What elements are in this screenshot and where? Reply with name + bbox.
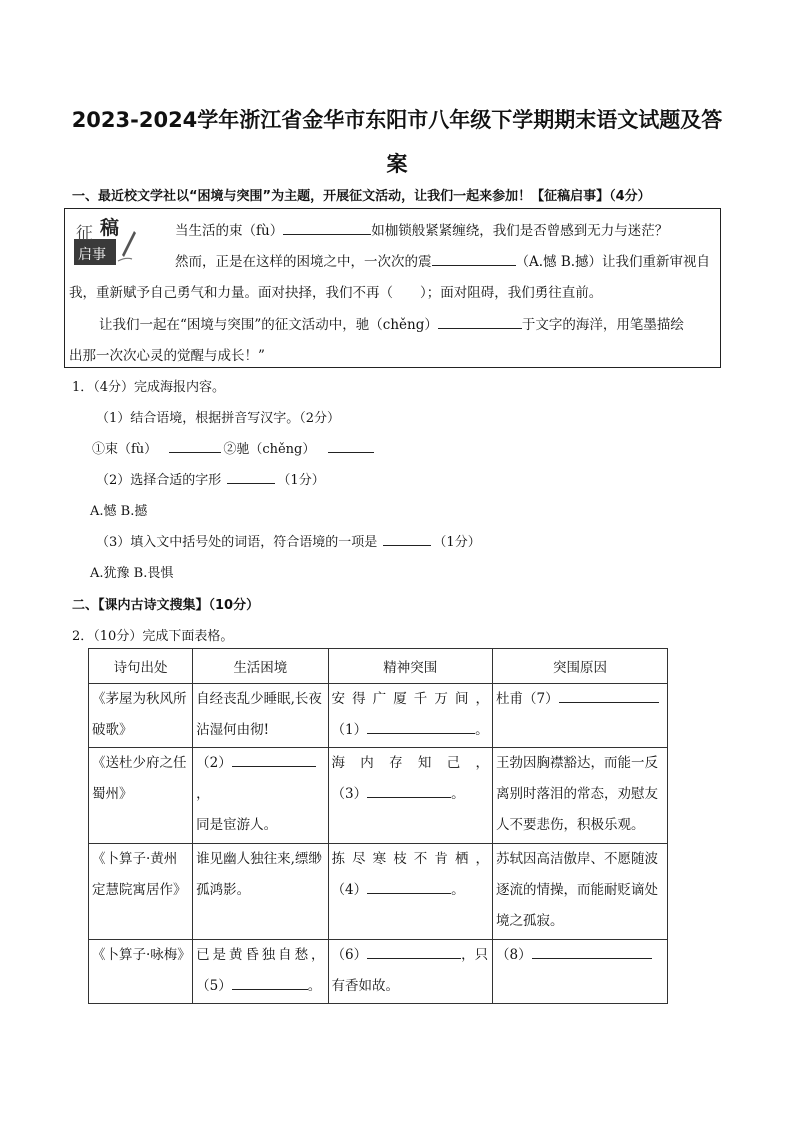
table-row (89, 940, 668, 1004)
logo-char-qishi: 启事 (78, 247, 106, 263)
q1-sub3-options: A.犹豫 B.畏惧 (90, 566, 174, 581)
answer-blank[interactable] (367, 879, 451, 894)
table-header: 突围原因 (493, 649, 668, 684)
answer-blank[interactable] (383, 531, 431, 546)
q2-stem: 2．（10分）完成下面表格。 (72, 629, 234, 644)
table-row (89, 844, 668, 940)
table-cell: 《卜算子·咏梅》 (89, 940, 193, 1004)
notice-line-1: 当生活的束（fù） 如枷锁般紧紧缠绕，我们是否曾感到无力与迷茫？ (175, 219, 668, 239)
table-cell: （8） (493, 940, 668, 1004)
q1-sub2: （2）选择合适的字形 （1分） (96, 469, 325, 488)
table-cell: 已是黄昏独自愁， （5） 。 (193, 940, 328, 1004)
section2-heading: 二、【课内古诗文搜集】（10分） (72, 598, 260, 613)
table-cell: 王勃因胸襟豁达，而能一反离别时落泪的常态，劝慰友人不要悲伤，积极乐观。 (493, 748, 668, 844)
answer-blank[interactable] (169, 438, 221, 453)
answer-blank[interactable] (367, 783, 451, 798)
answer-blank[interactable] (367, 944, 461, 959)
notice-line-3: 我，重新赋予自己勇气和力量。面对抉择，我们不再（ ）；面对阻碍，我们勇往直前。 (69, 285, 603, 301)
table-cell: 《送杜少府之任蜀州》 (89, 748, 193, 844)
notice-box (64, 208, 721, 368)
table-cell: 海内存知己， （3） 。 (328, 748, 493, 844)
table-header: 生活困境 (193, 649, 328, 684)
table-header: 诗句出处 (89, 649, 193, 684)
logo-char-gao: 稿 (100, 217, 120, 239)
table-cell: 苏轼因高洁傲岸、不愿随波逐流的情操，而能耐贬谪处境之孤寂。 (493, 844, 668, 940)
notice-line-2: 然而，正是在这样的困境之中，一次次的震 （A.憾 B.撼）让我们重新审视自 (175, 250, 710, 270)
table-header-row (89, 649, 668, 684)
answer-blank[interactable] (532, 944, 652, 959)
table-cell: （2）， 同是宦游人。 (193, 748, 328, 844)
q1-sub3: （3）填入文中括号处的词语，符合语境的一项是 （1分） (96, 531, 481, 550)
answer-blank[interactable] (227, 469, 275, 484)
q1-stem: 1．（4分）完成海报内容。 (72, 380, 226, 395)
notice-line-4: 让我们一起在“困境与突围”的征文活动中，驰（chěng） 于文字的海洋，用笔墨描绘 (99, 313, 684, 333)
logo-char-zheng: 征 (76, 224, 93, 244)
table-header: 精神突围 (328, 649, 493, 684)
answer-blank[interactable] (328, 438, 374, 453)
answer-blank[interactable] (232, 975, 308, 990)
table-cell: 杜甫（7） (493, 684, 668, 748)
page-title: 2023-2024学年浙江省金华市东阳市八年级下学期期末语文试题及答案 (71, 108, 723, 176)
notice-line-5: 出那一次次心灵的觉醒与成长！” (69, 348, 265, 364)
table-cell: 《茅屋为秋风所破歌》 (89, 684, 193, 748)
q1-sub2-options: A.憾 B.撼 (90, 504, 148, 519)
table-cell: （6） ，只有香如故。 (328, 940, 493, 1004)
poem-table (88, 648, 668, 1004)
answer-blank[interactable] (367, 719, 475, 734)
section1-heading: 一、最近校文学社以“困境与突围”为主题，开展征文活动，让我们一起来参加！【征稿启事】（4分） (72, 189, 651, 204)
q1-sub1-blanks: ①束（fù） ②驰（chěng） (92, 438, 374, 457)
table-row (89, 748, 668, 844)
table-cell: 《卜算子·黄州定慧院寓居作》 (89, 844, 193, 940)
answer-blank[interactable] (232, 752, 316, 767)
zhenggao-logo-icon (74, 217, 140, 267)
table-row (89, 684, 668, 748)
q1-sub1: （1）结合语境，根据拼音写汉字。（2分） (96, 411, 341, 426)
table-cell: 安得广厦千万间， （1） 。 (328, 684, 493, 748)
answer-blank[interactable] (559, 688, 659, 703)
table-cell: 自经丧乱少睡眠,长夜沾湿何由彻! (193, 684, 328, 748)
table-cell: 谁见幽人独往来,缥缈孤鸿影。 (193, 844, 328, 940)
table-cell: 拣尽寒枝不肯栖， （4） 。 (328, 844, 493, 940)
